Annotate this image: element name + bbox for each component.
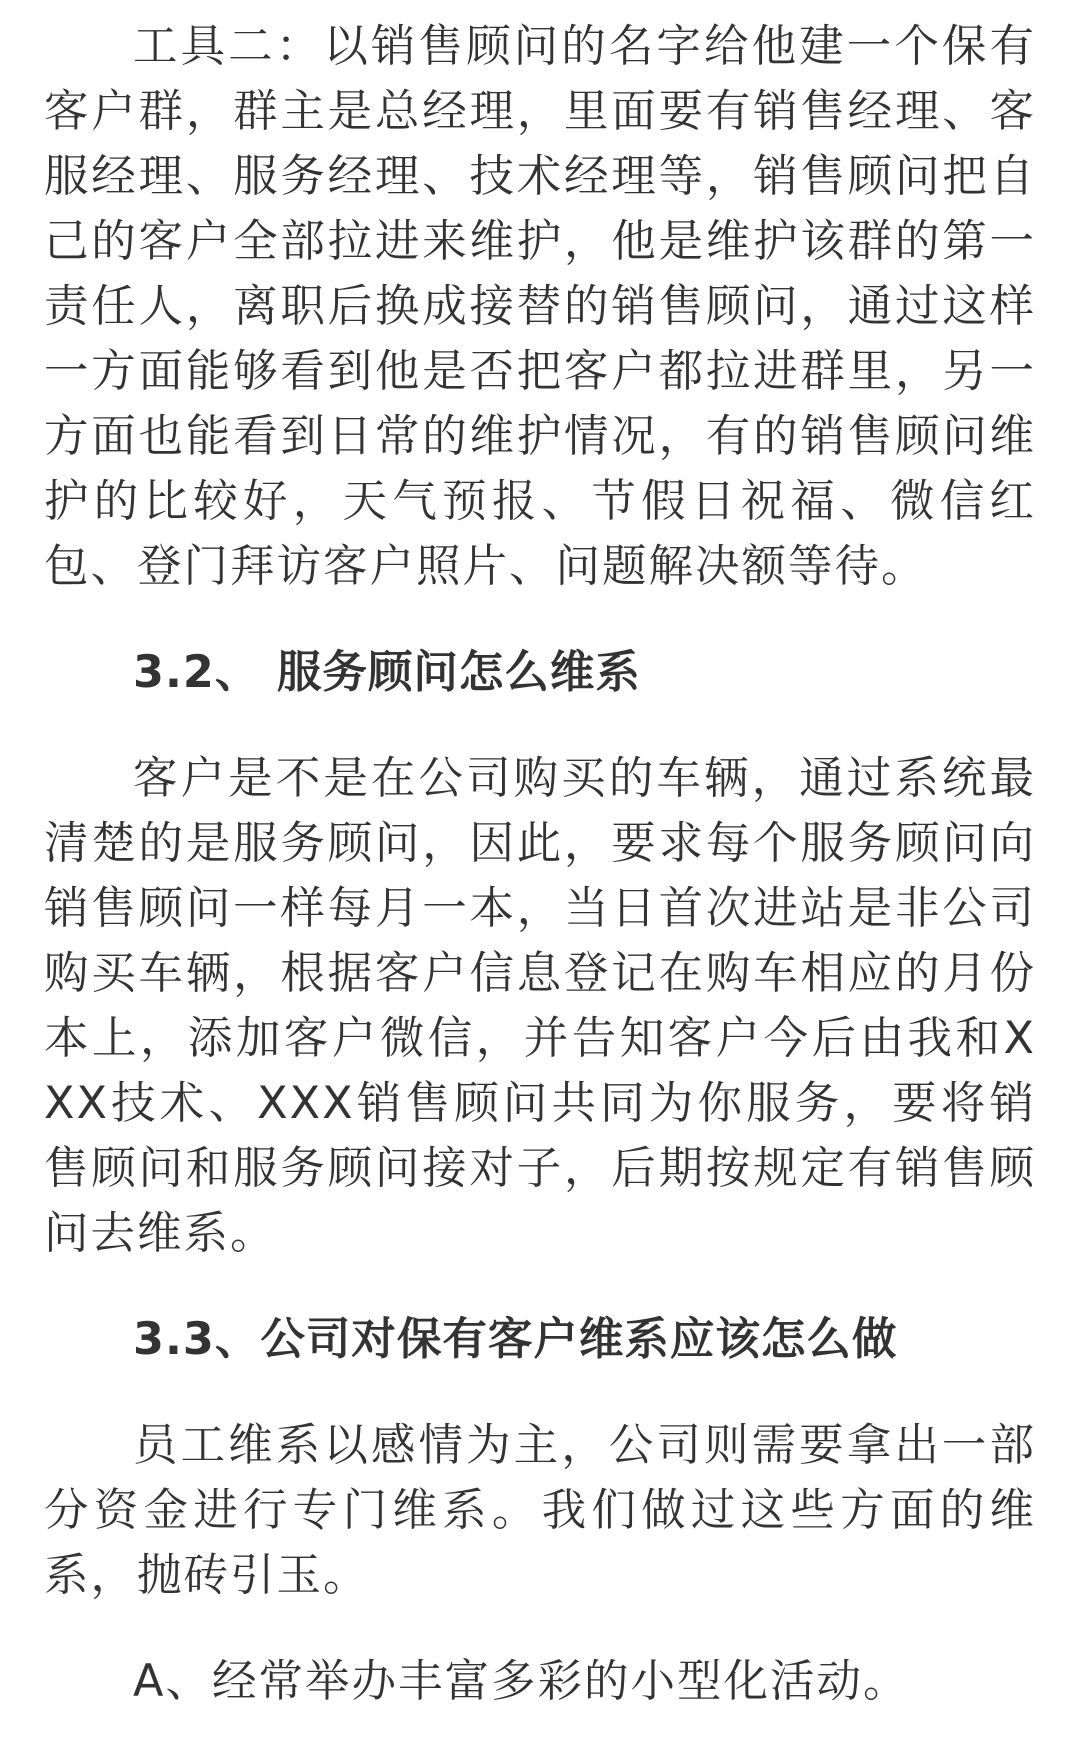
paragraph-service-advisor: 客户是不是在公司购买的车辆，通过系统最清楚的是服务顾问，因此，要求每个服务顾问向销售顾问一样每月一本，当日首次进站是非公司购买车辆，根据客户信息登记在购车相应的月份本上，添加客户微信，并告知客户今后由我和XXX技术、XXX销售顾问共同为你服务，要将销售顾问和服务顾问接对子，后期按规定有销售顾问去维系。: [44, 753, 1036, 1259]
paragraph-company-maintenance: 员工维系以感情为主，公司则需要拿出一部分资金进行专门维系。我们做过这些方面的维系，抛砖引玉。: [44, 1420, 1036, 1601]
section-heading-3-2: 3.2、 服务顾问怎么维系: [133, 647, 641, 698]
paragraph-item-a: A、经常举办丰富多彩的小型化活动。: [133, 1656, 910, 1707]
article-body: [44, 0, 1036, 1714]
paragraph-tool-two: 工具二：以销售顾问的名字给他建一个保有客户群，群主是总经理，里面要有销售经理、客服经理、服务经理、技术经理等，销售顾问把自己的客户全部拉进来维护，他是维护该群的第一责任人，离职后换成接替的销售顾问，通过这样一方面能够看到他是否把客户都拉进群里，另一方面也能看到日常的维护情况，有的销售顾问维护的比较好，天气预报、节假日祝福、微信红包、登门拜访客户照片、问题解决额等待。: [44, 21, 1036, 592]
section-heading-3-3: 3.3、公司对保有客户维系应该怎么做: [133, 1314, 898, 1365]
